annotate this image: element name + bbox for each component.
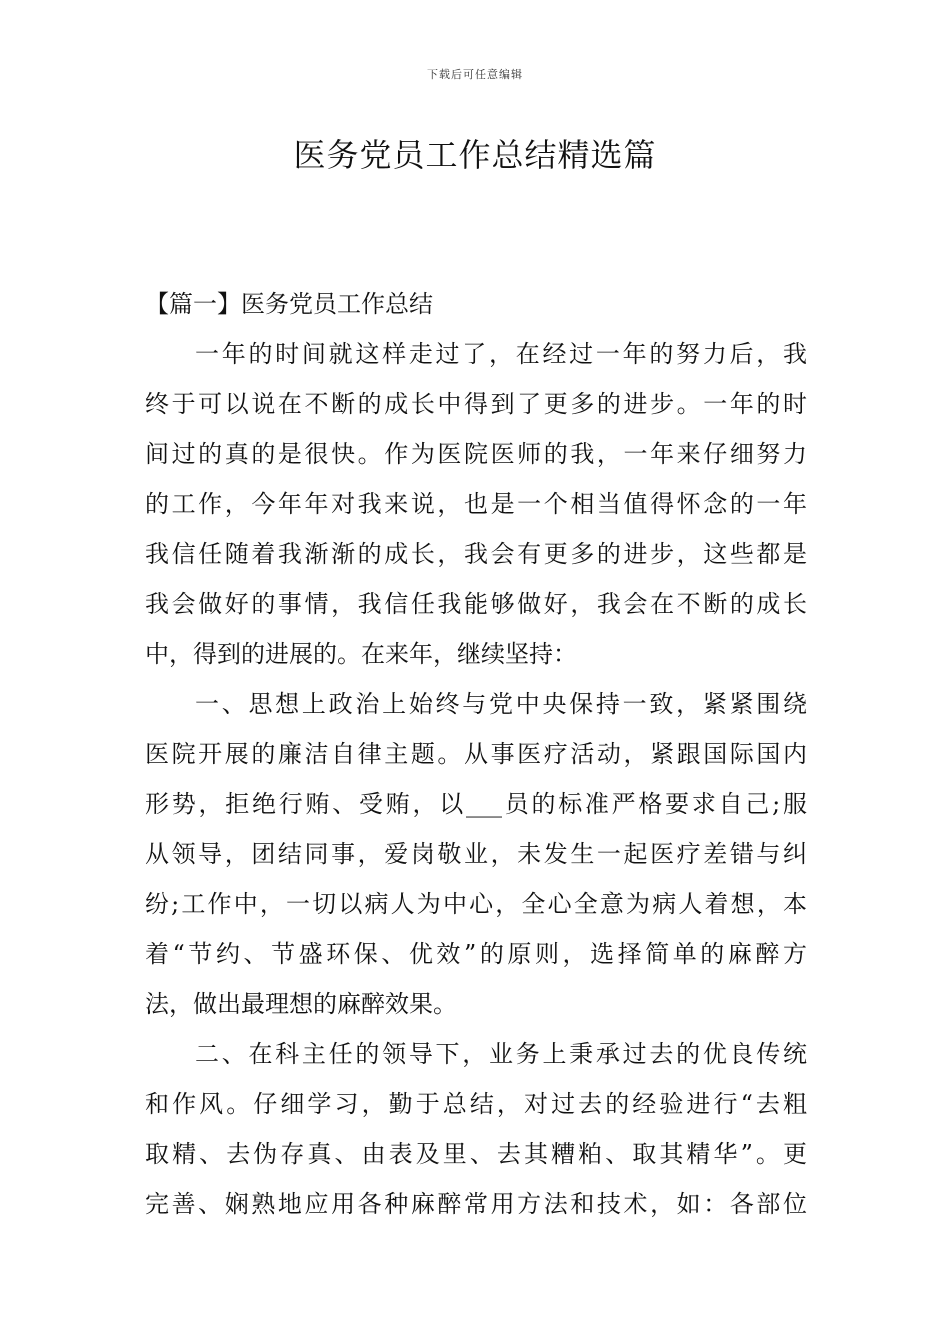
text-line: 我信任随着我渐渐的成长，我会有更多的进步，这些都是	[145, 540, 807, 568]
text-line: 终于可以说在不断的成长中得到了更多的进步。一年的时	[145, 390, 807, 418]
text-line: 一、思想上政治上始终与党中央保持一致，紧紧围绕	[195, 690, 807, 718]
text-line: 二、在科主任的领导下，业务上秉承过去的优良传统	[195, 1040, 807, 1068]
paragraph-2	[145, 679, 807, 1029]
paragraph-3	[145, 1029, 807, 1229]
text-line: 完善、娴熟地应用各种麻醉常用方法和技术，如：各部位	[145, 1190, 807, 1218]
text-line: 一年的时间就这样走过了，在经过一年的努力后，我	[195, 340, 807, 368]
text-line: 法，做出最理想的麻醉效果。	[145, 990, 457, 1018]
text-line: 纷;工作中，一切以病人为中心，全心全意为病人着想，本	[145, 890, 807, 918]
section-heading: 【篇一】医务党员工作总结	[145, 290, 433, 318]
header-note: 下载后可任意编辑	[427, 68, 523, 81]
text-line: 中，得到的进展的。在来年，继续坚持：	[145, 640, 577, 668]
text-line: 我会做好的事情，我信任我能够做好，我会在不断的成长	[145, 590, 807, 618]
text-line: 着“节约、节盛环保、优效”的原则，选择简单的麻醉方	[145, 940, 807, 968]
document-title: 医务党员工作总结精选篇	[293, 136, 657, 174]
text-line: 的工作，今年年对我来说，也是一个相当值得怀念的一年	[145, 490, 807, 518]
text-line: 取精、去伪存真、由表及里、去其糟粕、取其精华”。更	[145, 1140, 807, 1168]
document-body	[145, 279, 807, 1229]
text-line: 和作风。仔细学习，勤于总结，对过去的经验进行“去粗	[145, 1090, 807, 1118]
text-line: 从领导，团结同事，爱岗敬业，未发生一起医疗差错与纠	[145, 840, 807, 868]
text-line: 医院开展的廉洁自律主题。从事医疗活动，紧跟国际国内	[145, 740, 807, 768]
text-line: 形势，拒绝行贿、受贿，以___员的标准严格要求自己;服	[145, 790, 807, 818]
text-line: 间过的真的是很快。作为医院医师的我，一年来仔细努力	[145, 440, 807, 468]
paragraph-1	[145, 329, 807, 679]
